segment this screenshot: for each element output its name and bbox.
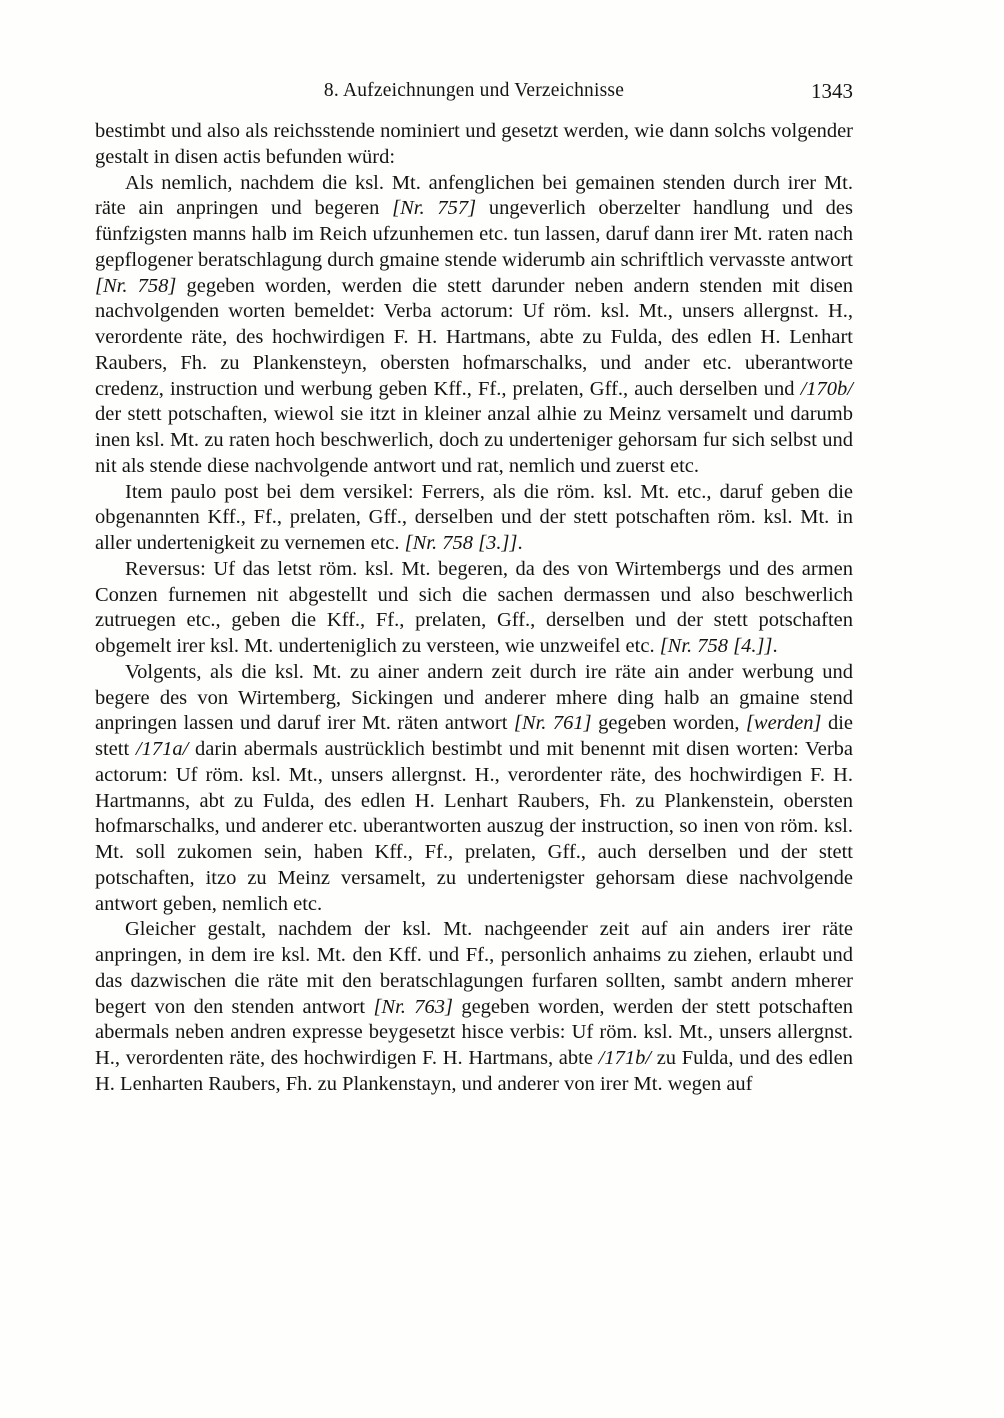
paragraph	[95, 660, 853, 918]
editorial-reference: [Nr. 757]	[392, 197, 477, 220]
editorial-reference: [Nr. 758 [3.]]	[404, 532, 518, 554]
editorial-reference: /170b/	[800, 377, 853, 400]
text-segment: .	[517, 532, 523, 554]
text-segment: .	[772, 635, 778, 657]
editorial-reference: [werden]	[745, 712, 822, 735]
running-title: 8. Aufzeichnungen und Verzeichnisse	[323, 80, 625, 101]
editorial-reference: /171b/	[598, 1047, 652, 1069]
editorial-reference: /171a/	[135, 738, 189, 760]
text-segment: bestimbt und also als reichsstende nominiert und gesetzt werden, wie dann solchs volgender gestalt in disen actis befunden würd:	[95, 120, 853, 168]
text-segment: der stett potschaften, wiewol sie itzt in kleiner anzal alhie zu Meinz versamelt und darumb inen ksl. Mt. zu raten hoch beschwerlich, doch zu underteniger gehorsam fur sich selbst und nit als stende diese nachvolgende antwort und rat, nemlich und zuerst etc.	[95, 403, 853, 477]
paragraph	[95, 917, 853, 1097]
paragraph	[95, 171, 853, 480]
page-number: 1343	[811, 79, 853, 103]
text-segment: Als nemlich, nachdem die ksl. Mt. anfenglichen bei gemainen stenden durch irer Mt. räte ain anpringen und begeren	[95, 171, 853, 220]
paragraph	[95, 119, 853, 171]
text-segment: Gleicher gestalt, nachdem der ksl. Mt. nachgeender zeit auf ain anders irer räte anpringen, in dem ire ksl. Mt. den Kff. und Ff., personlich anhaims zu ziehen, erlaubt und das dazwischen die räte mit den beratschlagungen furfaren sollten, sambt andern mherer begert von den stenden antwort	[95, 918, 853, 1018]
editorial-reference: [Nr. 758 [4.]]	[659, 635, 773, 657]
text-segment: Volgents, als die ksl. Mt. zu ainer andern zeit durch ire räte ain ander werbung und begere des von Wirtemberg, Sickingen und anderer mhere ding halb an gmaine stend anpringen lassen und daruf irer Mt. räten antwort	[95, 660, 853, 735]
editorial-reference: [Nr. 761]	[513, 712, 592, 735]
text-segment: die stett	[95, 712, 853, 760]
text-segment: darin abermals austrücklich bestimbt und mit benennt mit disen worten: Verba actorum: Uf röm. ksl. Mt., unsers allergnst. H., verordenter räte, des hochwirdigen F. H. Hartmanns, abt zu Fulda, des edlen H. Lenhart Raubers, Fh. zu Plankenstein, obersten hofmarschalks, und anderer etc. uberantworten auszug der instruction, so inen von röm. ksl. Mt. soll zukomen sein, haben Kff., Ff., prelaten, Gff., auch derselben und der stett potschaften, itzo zu Meinz versamelt, zu undertenigster gehorsam diese nachvolgende antwort geben, nemlich etc.	[95, 738, 853, 915]
text-segment: Reversus: Uf das letst röm. ksl. Mt. begeren, da des von Wirtembergs und des armen Conzen furnemen nit abgestellt und sich die sachen dermassen und also beschwerlich zutruegen etc., geben die Kff., Ff., prelaten, Gff., derselben und der stett potschaften obgemelt irer ksl. Mt. underteniglich zu versteen, wie unzweifel etc.	[95, 557, 853, 657]
text-segment: gegeben worden, werden die stett darunder neben andern stenden mit disen nachvolgenden worten bemeldet: Verba actorum: Uf röm. ksl. Mt., unsers allergnst. H., verordente räte, des hochwirdigen F. H. Hartmans, abte zu Fulda, des edlen H. Lenhart Raubers, Fh. zu Plankensteyn, obersten hofmarschalks, und ander etc. uberantworte credenz, instruction und werbung geben Kff., Ff., prelaten, Gff., auch derselben und	[95, 274, 853, 400]
text-segment: gegeben worden,	[591, 712, 746, 735]
text-segment: zu Fulda, und des edlen H. Lenharten Raubers, Fh. zu Plankenstayn, und anderer von irer Mt. wegen auf	[95, 1047, 854, 1095]
text-segment: ungeverlich oberzelter handlung und des fünfzigsten manns halb im Reich ufzunhemen etc. tun lassen, daruf dann irer Mt. raten nach gepflogener beratschlagung durch gmaine stende widerumb ain schriftlich vervasste antwort	[95, 197, 853, 271]
page-header	[95, 78, 853, 104]
paragraph	[95, 557, 853, 660]
text-segment: Item paulo post bei dem versikel: Ferrers, als die röm. ksl. Mt. etc., daruf geben die obgenannten Kff., Ff., prelaten, Gff., derselben und der stett potschaften röm. ksl. Mt. in aller undertenigkeit zu vernemen etc.	[95, 480, 853, 554]
editorial-reference: [Nr. 758]	[95, 274, 177, 297]
text-segment: gegeben worden, werden der stett potschaften abermals neben andren expresse beygesetzt hisce verbis: Uf röm. ksl. Mt., unsers allergnst. H., verordenten räte, des hochwirdigen F. H. Hartmans, abte	[95, 995, 854, 1069]
text-block	[95, 119, 853, 1098]
paragraph	[95, 480, 853, 557]
editorial-reference: [Nr. 763]	[373, 995, 453, 1018]
